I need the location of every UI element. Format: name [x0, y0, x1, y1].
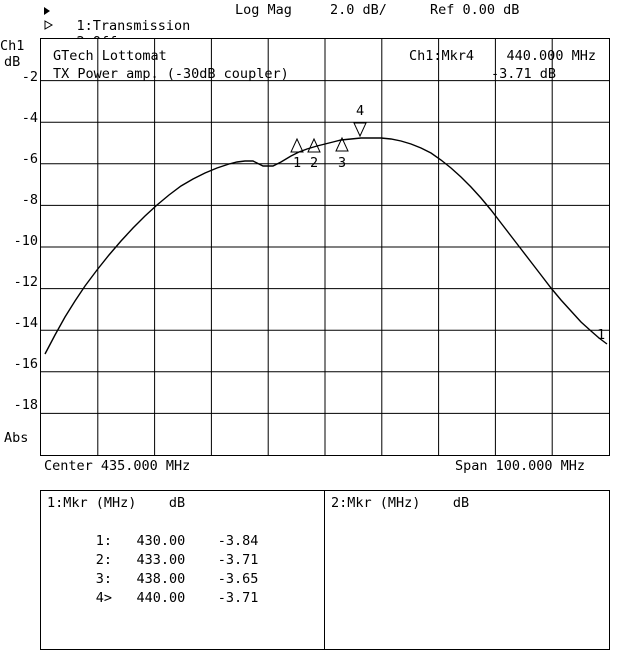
reference-label: Ref: [430, 2, 455, 18]
marker-table2-header-col1: 2:Mkr (MHz): [331, 495, 421, 511]
marker-table1-header-col1: 1:Mkr (MHz): [47, 495, 137, 511]
marker-row-freq: 438.00: [136, 571, 186, 587]
y-tick--16: -16: [13, 356, 38, 372]
trace-curve: [45, 138, 607, 354]
marker-4-icon: [354, 123, 366, 136]
y-tick--2: -2: [21, 69, 38, 85]
active-marker-label: Ch1:Mkr4: [409, 48, 475, 64]
marker-1-icon: [291, 139, 303, 152]
marker-table2-header-col2: dB: [452, 495, 470, 511]
channel1-scale-per-div: 2.0 dB/: [330, 2, 387, 18]
table-row[interactable]: [47, 574, 258, 622]
marker-row-value: -3.71: [217, 590, 259, 606]
marker-table-channel1[interactable]: [40, 490, 325, 650]
marker-tables: [40, 490, 610, 650]
marker-row-id: 4>: [95, 590, 113, 606]
marker-4-label: 4: [356, 103, 365, 119]
marker-table-channel2[interactable]: [324, 490, 610, 650]
marker-row-freq: 433.00: [136, 552, 186, 568]
marker-row-value: -3.65: [217, 571, 259, 587]
marker-table1-header-col2: dB: [168, 495, 186, 511]
marker-table2-header: [331, 495, 469, 511]
status-bar: [0, 0, 640, 36]
reference-value: 0.00 dB: [462, 2, 520, 18]
marker-row-freq: 440.00: [136, 590, 186, 606]
y-axis-unit-tag: dB: [4, 54, 21, 70]
marker-row-value: -3.84: [217, 533, 259, 549]
active-marker-amplitude: -3.71 dB: [491, 66, 557, 82]
active-marker-readout: [409, 48, 596, 64]
plot-title-line1: GTech Lottomat: [53, 48, 167, 64]
center-frequency-label[interactable]: Center 435.000 MHz: [44, 458, 191, 474]
y-tick--12: -12: [13, 274, 38, 290]
chart-plot-area[interactable]: [40, 38, 610, 456]
span-label[interactable]: Span 100.000 MHz: [455, 458, 586, 474]
marker-row-value: -3.71: [217, 552, 259, 568]
y-tick--10: -10: [13, 233, 38, 249]
marker-table1-header: [47, 495, 185, 511]
marker-row-id: 3:: [95, 571, 113, 587]
marker-row-id: 1:: [95, 533, 113, 549]
channel1-format: Log Mag: [235, 2, 292, 18]
y-axis-channel-tag: Ch1: [0, 38, 25, 54]
y-tick--8: -8: [21, 192, 38, 208]
marker-2-label: 2: [310, 155, 319, 171]
marker-1-label: 1: [293, 155, 302, 171]
marker-row-id: 2:: [95, 552, 113, 568]
plot-title-line2: TX Power amp. (-30dB coupler): [53, 66, 289, 82]
channel1-measurement: Transmission: [92, 18, 191, 34]
marker-row-freq: 430.00: [136, 533, 186, 549]
y-tick--14: -14: [13, 315, 38, 331]
marker-3-label: 3: [338, 155, 347, 171]
channel1-number: 1:: [76, 18, 93, 34]
trace-end-label: 1: [597, 327, 606, 343]
y-tick--6: -6: [21, 151, 38, 167]
active-marker-frequency: 440.000 MHz: [506, 48, 596, 64]
channel1-reference: [430, 2, 519, 18]
y-tick--4: -4: [21, 110, 38, 126]
y-axis-tick-labels: [0, 38, 40, 456]
chart-svg: [41, 39, 609, 455]
y-tick--18: -18: [13, 397, 38, 413]
y-axis-scale-mode: Abs: [4, 430, 29, 446]
